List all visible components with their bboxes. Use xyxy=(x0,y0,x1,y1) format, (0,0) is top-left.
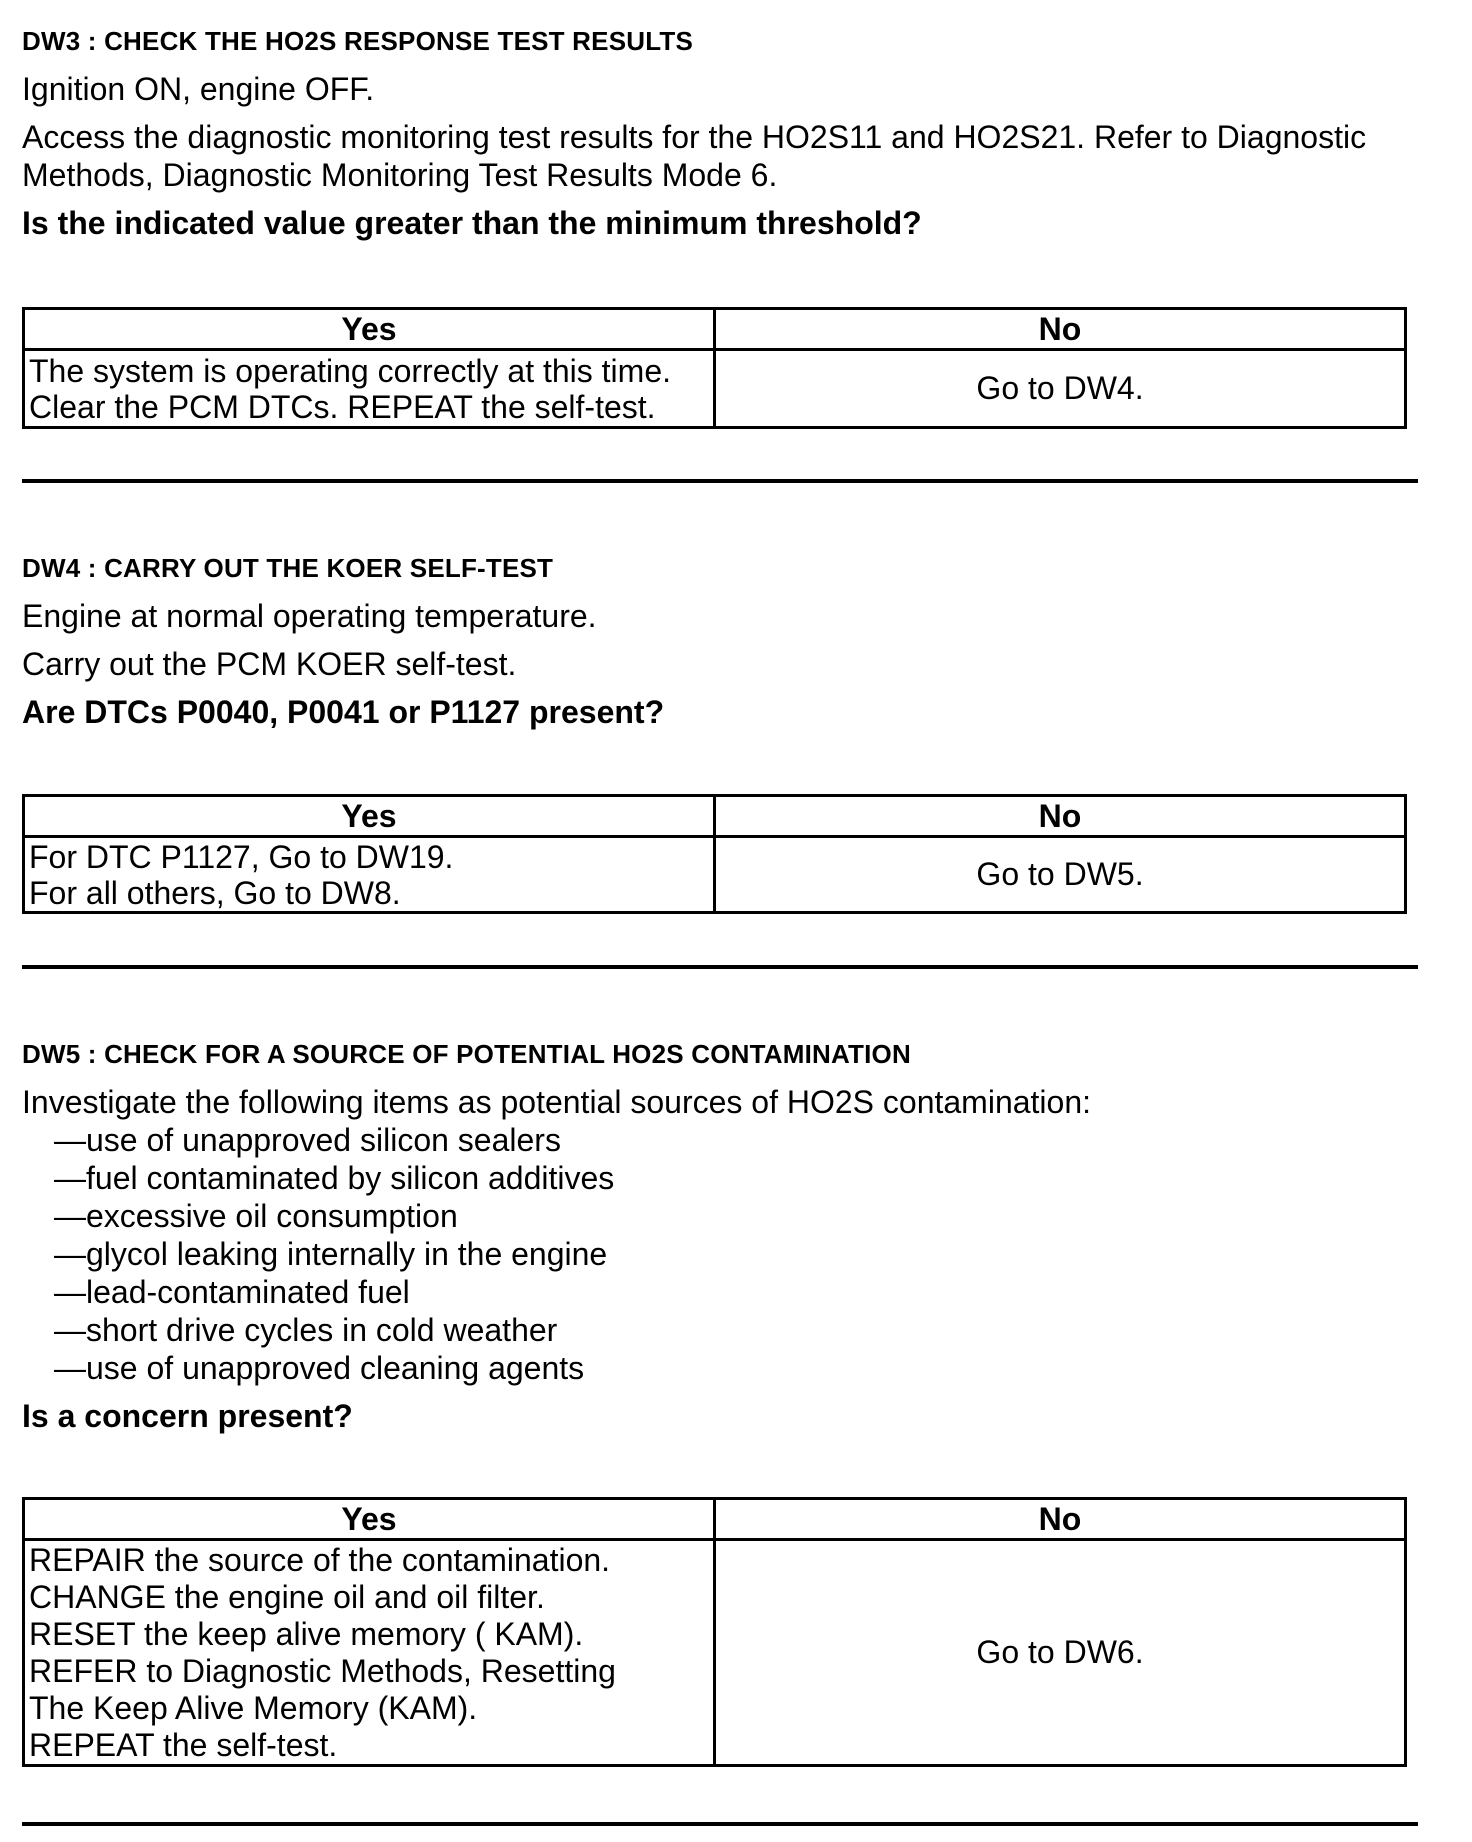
list-item: —excessive oil consumption xyxy=(54,1198,458,1234)
section-divider xyxy=(22,965,1418,969)
yes-cell xyxy=(24,350,715,428)
section-dw5 xyxy=(22,1039,1422,1435)
section-paragraph: Engine at normal operating temperature. xyxy=(22,598,597,634)
section-paragraph: Investigate the following items as potential sources of HO2S contamination: xyxy=(22,1084,1092,1120)
section-question: Is a concern present? xyxy=(22,1398,353,1434)
yes-line: CHANGE the engine oil and oil filter. xyxy=(29,1578,545,1615)
yes-header: Yes xyxy=(24,796,715,837)
yes-line: The system is operating correctly at this time. xyxy=(29,352,671,389)
section-heading: DW5 : CHECK FOR A SOURCE OF POTENTIAL HO2S CONTAMINATION xyxy=(22,1039,911,1069)
no-header: No xyxy=(715,796,1406,837)
list-item: —use of unapproved silicon sealers xyxy=(54,1122,561,1158)
section-dw4 xyxy=(22,553,1422,731)
contamination-source-list xyxy=(22,1121,1422,1387)
yes-cell xyxy=(24,837,715,913)
yes-cell xyxy=(24,1540,715,1766)
list-item: —use of unapproved cleaning agents xyxy=(54,1350,585,1386)
dw4-yes-no-table xyxy=(22,794,1407,914)
yes-line: For all others, Go to DW8. xyxy=(29,874,401,911)
dw3-yes-no-table xyxy=(22,307,1407,429)
yes-line: Clear the PCM DTCs. REPEAT the self-test. xyxy=(29,388,656,425)
section-dw3 xyxy=(22,26,1422,242)
yes-header: Yes xyxy=(24,1499,715,1540)
yes-header: Yes xyxy=(24,309,715,350)
list-item: —fuel contaminated by silicon additives xyxy=(54,1160,615,1196)
yes-line: REPAIR the source of the contamination. xyxy=(29,1541,611,1578)
yes-line: REPEAT the self-test. xyxy=(29,1726,338,1763)
section-divider xyxy=(22,479,1418,483)
list-item: —short drive cycles in cold weather xyxy=(54,1312,558,1348)
section-question: Is the indicated value greater than the minimum threshold? xyxy=(22,205,922,241)
no-header: No xyxy=(715,1499,1406,1540)
yes-line: The Keep Alive Memory (KAM). xyxy=(29,1689,478,1726)
section-paragraph: Access the diagnostic monitoring test results for the HO2S11 and HO2S21. Refer to Diagnostic Methods, Diagnostic Monitoring Test Results Mode 6. xyxy=(22,119,1367,193)
dw5-yes-no-table xyxy=(22,1497,1407,1767)
no-cell: Go to DW5. xyxy=(715,837,1406,913)
section-heading: DW4 : CARRY OUT THE KOER SELF-TEST xyxy=(22,553,554,583)
section-heading: DW3 : CHECK THE HO2S RESPONSE TEST RESULTS xyxy=(22,26,693,56)
section-paragraph: Ignition ON, engine OFF. xyxy=(22,71,375,107)
no-cell: Go to DW4. xyxy=(715,350,1406,428)
yes-line: For DTC P1127, Go to DW19. xyxy=(29,838,454,875)
section-divider xyxy=(22,1822,1418,1826)
list-item: —glycol leaking internally in the engine xyxy=(54,1236,608,1272)
list-item: —lead-contaminated fuel xyxy=(54,1274,410,1310)
yes-line: RESET the keep alive memory ( KAM). xyxy=(29,1615,584,1652)
section-paragraph: Carry out the PCM KOER self-test. xyxy=(22,646,517,682)
section-question: Are DTCs P0040, P0041 or P1127 present? xyxy=(22,694,665,730)
no-header: No xyxy=(715,309,1406,350)
no-cell: Go to DW6. xyxy=(715,1540,1406,1766)
yes-line: REFER to Diagnostic Methods, Resetting xyxy=(29,1652,616,1689)
